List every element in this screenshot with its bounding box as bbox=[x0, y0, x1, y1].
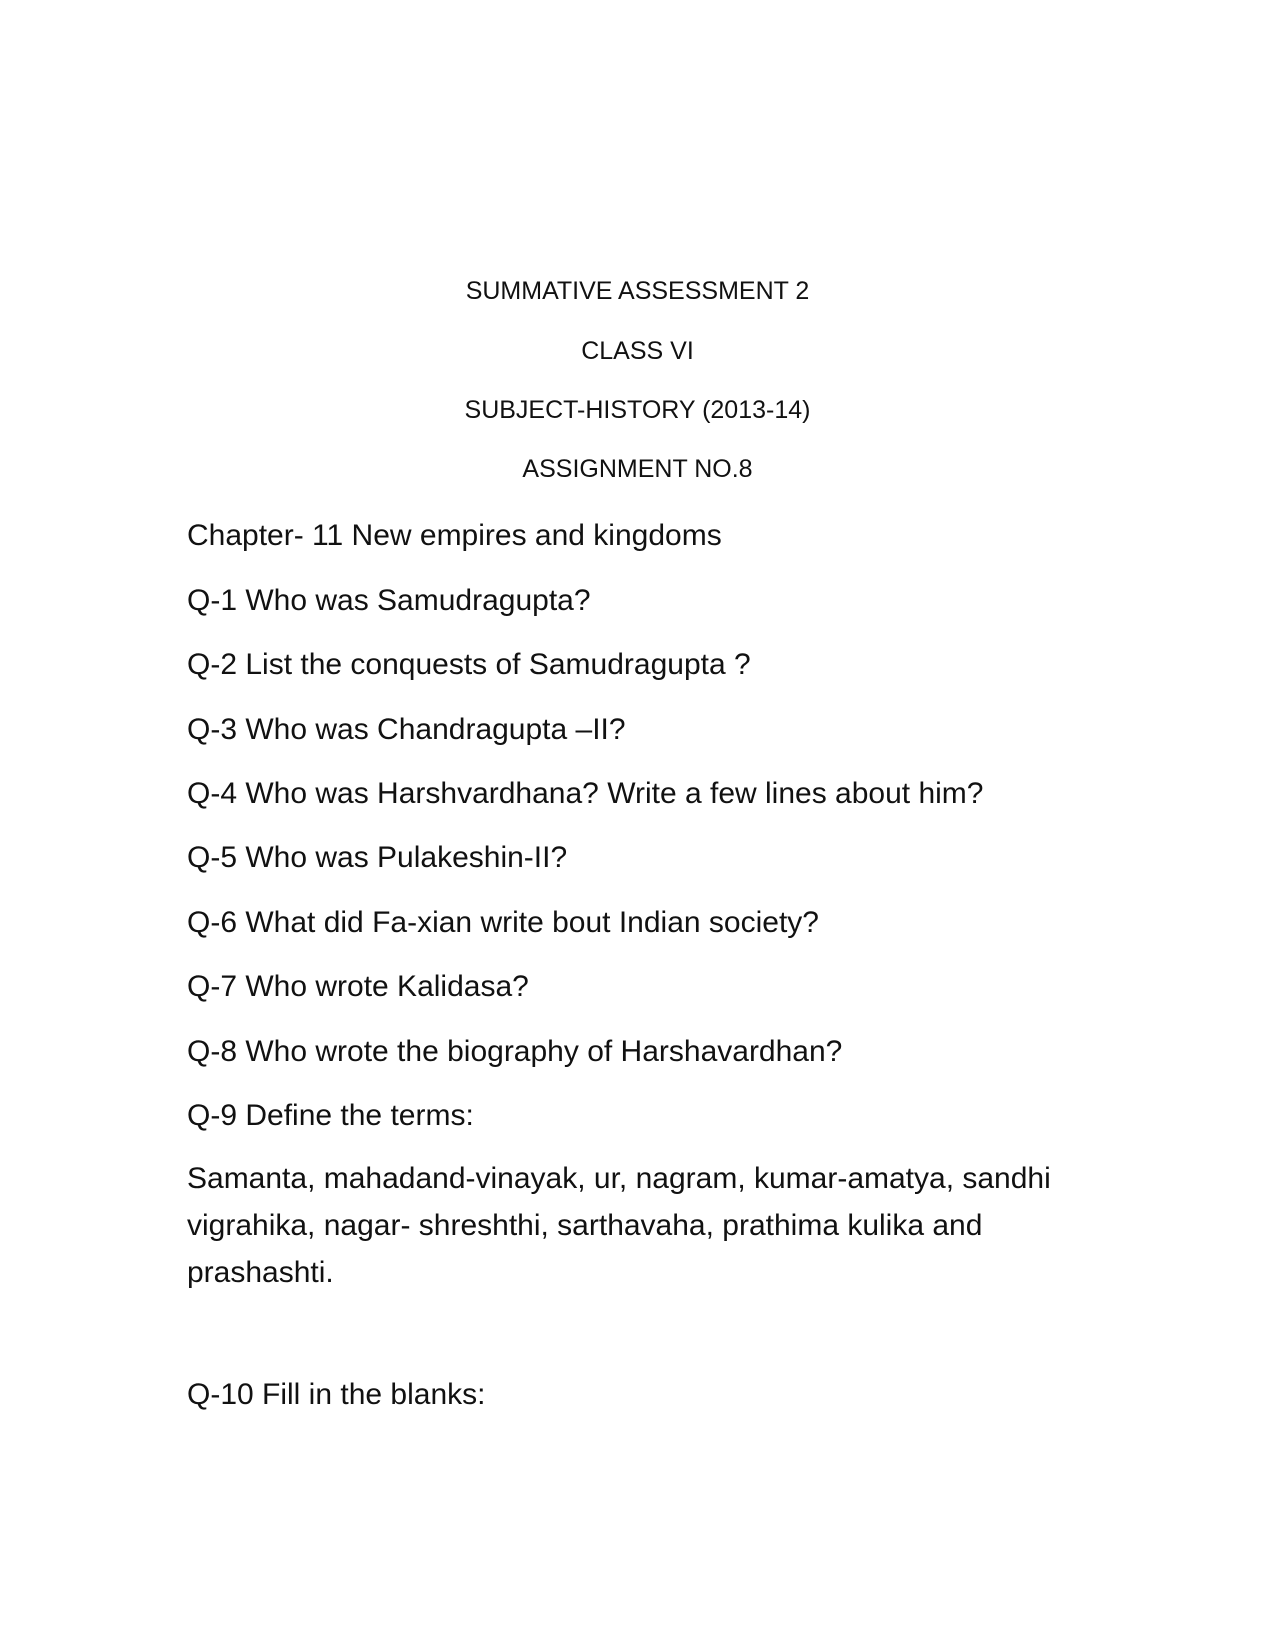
question-5: Q-5 Who was Pulakeshin-II? bbox=[187, 841, 568, 874]
class-title: CLASS VI bbox=[581, 337, 694, 365]
question-9: Q-9 Define the terms: bbox=[187, 1099, 474, 1132]
chapter-title: Chapter- 11 New empires and kingdoms bbox=[187, 519, 722, 552]
question-4: Q-4 Who was Harshvardhana? Write a few lines about him? bbox=[187, 777, 984, 810]
terms-list: Samanta, mahadand-vinayak, ur, nagram, kumar-amatya, sandhi vigrahika, nagar- shreshthi, sarthavaha, prathima kulika and prashashti. bbox=[187, 1162, 1051, 1289]
question-3: Q-3 Who was Chandragupta –II? bbox=[187, 713, 626, 746]
question-7: Q-7 Who wrote Kalidasa? bbox=[187, 970, 529, 1003]
subject-title: SUBJECT-HISTORY (2013-14) bbox=[464, 396, 811, 424]
question-8: Q-8 Who wrote the biography of Harshavardhan? bbox=[187, 1035, 843, 1068]
question-2: Q-2 List the conquests of Samudragupta ? bbox=[187, 648, 751, 681]
question-6: Q-6 What did Fa-xian write bout Indian society? bbox=[187, 906, 819, 939]
question-1: Q-1 Who was Samudragupta? bbox=[187, 584, 591, 617]
assessment-title: SUMMATIVE ASSESSMENT 2 bbox=[465, 277, 810, 305]
question-10: Q-10 Fill in the blanks: bbox=[187, 1378, 486, 1411]
assignment-title: ASSIGNMENT NO.8 bbox=[522, 455, 753, 483]
